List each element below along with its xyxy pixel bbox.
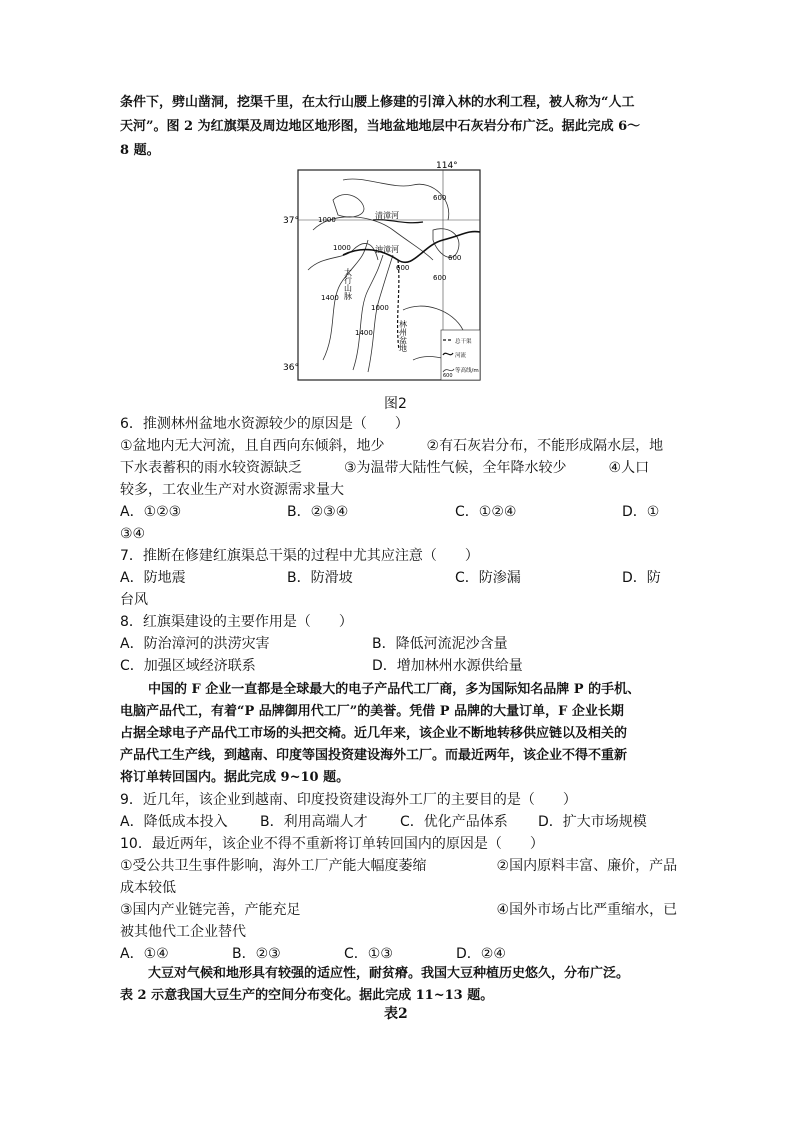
legend-contour-value: 600 [443,373,453,379]
q6-line-3: 较多，工农业生产对水资源需求量大 [120,482,344,498]
contour-label-6: 1000 [371,304,389,312]
q6-option-c: C．①②④ [455,504,517,520]
q9-option-c: C．优化产品体系 [400,814,508,830]
q8-stem: 8．红旗渠建设的主要作用是（ ） [120,614,353,630]
contour-label-3: 1000 [333,244,351,252]
basin-label: 林州盆地 [398,320,408,352]
q6-line-1: ①盆地内无大河流，且自西向东倾斜，地少 ②有石灰岩分布，不能形成隔水层，地 [120,438,664,454]
q7-option-d: D．防 [622,570,661,586]
table-caption: 表2 [384,1006,408,1022]
intro-line-1: 条件下，劈山凿洞，挖渠千里，在太行山腰上修建的引漳入林的水利工程，被人称为“人工 [120,95,635,110]
contour-label-4: 1400 [321,294,339,302]
contour-label-7: 600 [396,264,410,272]
q7-option-d-wrap: 台风 [120,592,148,608]
q9-option-a: A．降低成本投入 [120,814,228,830]
lat-bottom-label: 36° [283,363,299,373]
passage2-line-3: 占据全球电子产品代工市场的头把交椅。近几年来，该企业不断地转移供应链以及相关的 [120,726,628,741]
contour-label-1: 600 [433,194,447,202]
legend-contour-label: 等高线/m [455,368,479,374]
intro-line-3: 8 题。 [120,143,160,158]
passage2-line-1: 中国的 F 企业一直都是全球最大的电子产品代工厂商，多为国际知名品牌 P 的手机、 [148,682,641,697]
contour-label-5: 1400 [355,329,373,337]
q6-line-2: 下水表蓄积的雨水较资源缺乏 ③为温带大陆性气候，全年降水较少 ④人口 [120,460,650,476]
q9-option-d: D．扩大市场规模 [538,814,647,830]
q6-option-d-wrap: ③④ [120,526,146,542]
contour-label-2: 1000 [318,216,336,224]
passage3-line-2: 表 2 示意我国大豆生产的空间分布变化。据此完成 11~13 题。 [120,988,494,1003]
contour-label-8: 600 [433,274,447,282]
q10-stem: 10．最近两年，该企业不得不重新将订单转回国内的原因是（ ） [120,836,544,852]
q6-stem: 6．推测林州盆地水资源较少的原因是（ ） [120,416,409,432]
q7-option-b: B．防滑坡 [287,570,353,586]
q8-option-d: D．增加林州水源供给量 [372,658,523,674]
lon-label: 114° [436,161,458,171]
q10-option-c: C．①③ [344,946,393,962]
q9-option-b: B．利用高端人才 [260,814,368,830]
contour-label-9: 600 [448,254,462,262]
passage2-line-2: 电脑产品代工，有着“P 品牌御用代工厂”的美誉。凭借 P 品牌的大量订单，F 企业长期 [120,704,624,719]
passage2-line-4: 产品代工生产线，到越南、印度等国投资建设海外工厂。而最近两年，该企业不得不重新 [120,748,628,763]
map-legend [441,330,480,380]
river-name-label-2: 清漳河 [375,211,399,220]
q10-line-3: ③国内产业链完善，产能充足 ④国外市场占比严重缩水，已 [120,902,678,918]
q10-option-d: D．②④ [456,946,506,962]
river-name-label: 浊漳河 [375,245,399,254]
q10-line-4: 被其他代工企业替代 [120,924,246,940]
q7-stem: 7．推断在修建红旗渠总干渠的过程中尤其应注意（ ） [120,548,479,564]
q8-option-b: B．降低河流泥沙含量 [372,636,508,652]
q7-option-c: C．防渗漏 [455,570,521,586]
q10-line-2: 成本较低 [120,880,176,896]
passage3-line-1: 大豆对气候和地形具有较强的适应性，耐贫瘠。我国大豆种植历史悠久，分布广泛。 [148,966,630,981]
legend-river-label: 河流 [455,353,467,359]
q6-option-a: A．①②③ [120,504,182,520]
mountain-label: 太行山脉 [343,268,353,300]
topographic-map-figure [283,160,483,385]
intro-line-2: 天河”。图 2 为红旗渠及周边地区地形图，当地盆地地层中石灰岩分布广泛。据此完成 6～ [120,119,641,134]
q10-line-1: ①受公共卫生事件影响，海外工厂产能大幅度萎缩 ②国内原料丰富、廉价，产品 [120,858,678,874]
q10-option-b: B．②③ [232,946,281,962]
lat-top-label: 37° [283,216,299,226]
q7-option-a: A．防地震 [120,570,186,586]
q8-option-c: C．加强区域经济联系 [120,658,256,674]
legend-canal-label: 总干渠 [455,339,472,345]
q10-option-a: A．①④ [120,946,169,962]
q8-option-a: A．防治漳河的洪涝灾害 [120,636,270,652]
passage2-line-5: 将订单转回国内。据此完成 9~10 题。 [120,770,350,785]
q9-stem: 9．近几年，该企业到越南、印度投资建设海外工厂的主要目的是（ ） [120,792,577,808]
q6-option-d: D．① [622,504,660,520]
q6-option-b: B．②③④ [287,504,349,520]
figure-caption: 图2 [384,396,407,412]
